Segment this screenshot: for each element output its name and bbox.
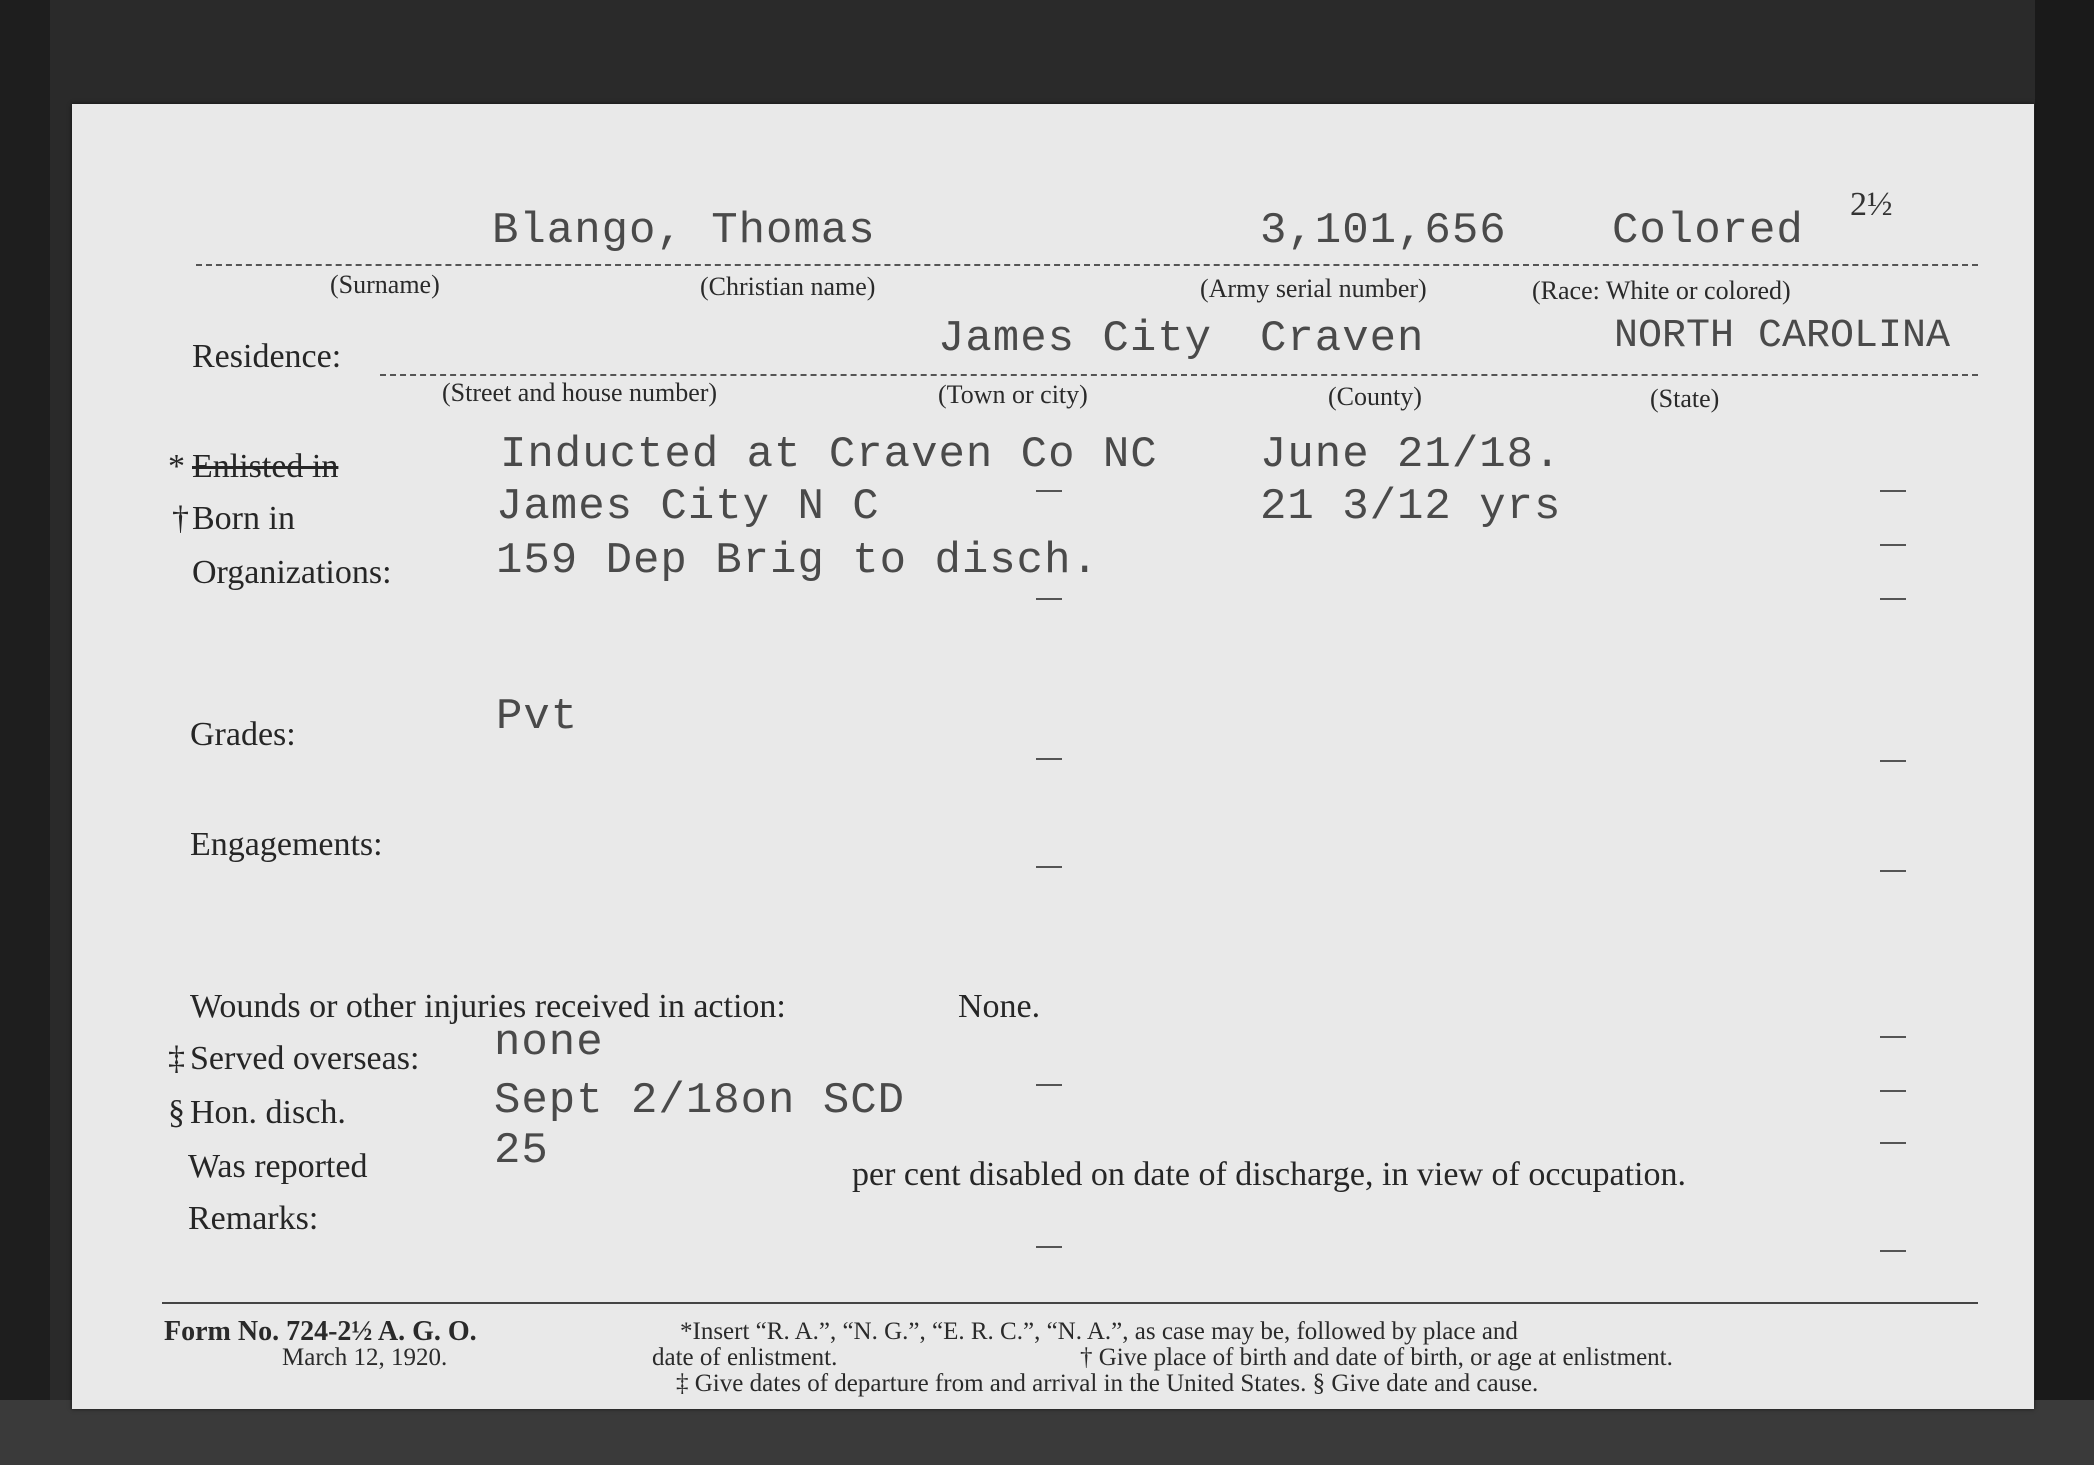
footer-rule [162,1302,1978,1304]
dash [1036,758,1062,760]
remarks-label: Remarks: [188,1200,319,1237]
footnote-overseas-discharge: ‡ Give dates of departure from and arrival in the United States. § Give date and cause. [676,1370,1539,1397]
hon-disch-mark: § [168,1094,185,1131]
engagements-label: Engagements: [190,826,383,863]
born-label: Born in [192,500,295,537]
corner-mark: 2½ [1850,186,1893,223]
dash [1036,598,1062,600]
serial-caption: (Army serial number) [1200,274,1427,303]
scan-frame-left [0,0,50,1465]
hon-disch-value: Sept 2/18on SCD [494,1076,906,1126]
footnote-enlistment-date: date of enlistment. [652,1344,838,1371]
wounds-label: Wounds or other injuries received in action: [190,988,786,1025]
christian-caption: (Christian name) [700,272,876,301]
scan-frame-bottom [0,1400,2094,1465]
dash [1880,760,1906,762]
dash [1880,598,1906,600]
enlisted-mark: * [168,448,185,485]
born-mark: † [172,500,189,537]
serial-value: 3,101,656 [1260,206,1507,256]
header-line [196,264,1978,266]
dash [1880,1250,1906,1252]
dash [1880,490,1906,492]
street-caption: (Street and house number) [442,378,718,407]
overseas-mark: ‡ [168,1040,185,1077]
service-record-card [72,104,2034,1409]
town-value: James City [938,314,1213,364]
organizations-label: Organizations: [192,554,392,591]
enlisted-value: Inducted at Craven Co NC [500,430,1158,480]
dash [1880,1090,1906,1092]
dash [1880,870,1906,872]
residence-line [380,374,1978,376]
footnote-birth: † Give place of birth and date of birth, or age at enlistment. [1080,1344,1673,1371]
born-age: 21 3/12 yrs [1260,482,1562,532]
reported-value: 25 [494,1126,549,1176]
grades-value: Pvt [496,692,579,742]
reported-suffix: per cent disabled on date of discharge, in view of occupation. [852,1156,1686,1193]
state-value: NORTH CAROLINA [1614,314,1951,359]
dash [1880,1036,1906,1038]
dash [1036,1084,1062,1086]
scan-frame-right [2035,0,2094,1465]
county-value: Craven [1260,314,1425,364]
enlisted-label: Enlisted in [192,448,339,485]
dash [1036,866,1062,868]
grades-label: Grades: [190,716,296,753]
dash [1880,544,1906,546]
county-caption: (County) [1328,382,1422,411]
reported-label: Was reported [188,1148,368,1185]
overseas-label: Served overseas: [190,1040,420,1077]
enlisted-date: June 21/18. [1260,430,1562,480]
name-value: Blango, Thomas [492,206,876,256]
hon-disch-label: Hon. disch. [190,1094,346,1131]
town-caption: (Town or city) [938,380,1088,409]
residence-label: Residence: [192,338,342,375]
organizations-value: 159 Dep Brig to disch. [496,536,1099,586]
dash [1036,1246,1062,1248]
form-date: March 12, 1920. [282,1344,448,1371]
race-value: Colored [1612,206,1804,256]
born-value: James City N C [496,482,880,532]
state-caption: (State) [1650,384,1720,413]
dash [1036,490,1062,492]
footnote-enlisted: *Insert “R. A.”, “N. G.”, “E. R. C.”, “N. A.”, as case may be, followed by place and [680,1318,1518,1345]
dash [1880,1142,1906,1144]
surname-caption: (Surname) [330,270,440,299]
overseas-value: none [494,1018,604,1068]
wounds-value: None. [958,988,1041,1025]
form-number: Form No. 724-2½ A. G. O. [164,1316,477,1347]
race-caption: (Race: White or colored) [1532,276,1791,305]
